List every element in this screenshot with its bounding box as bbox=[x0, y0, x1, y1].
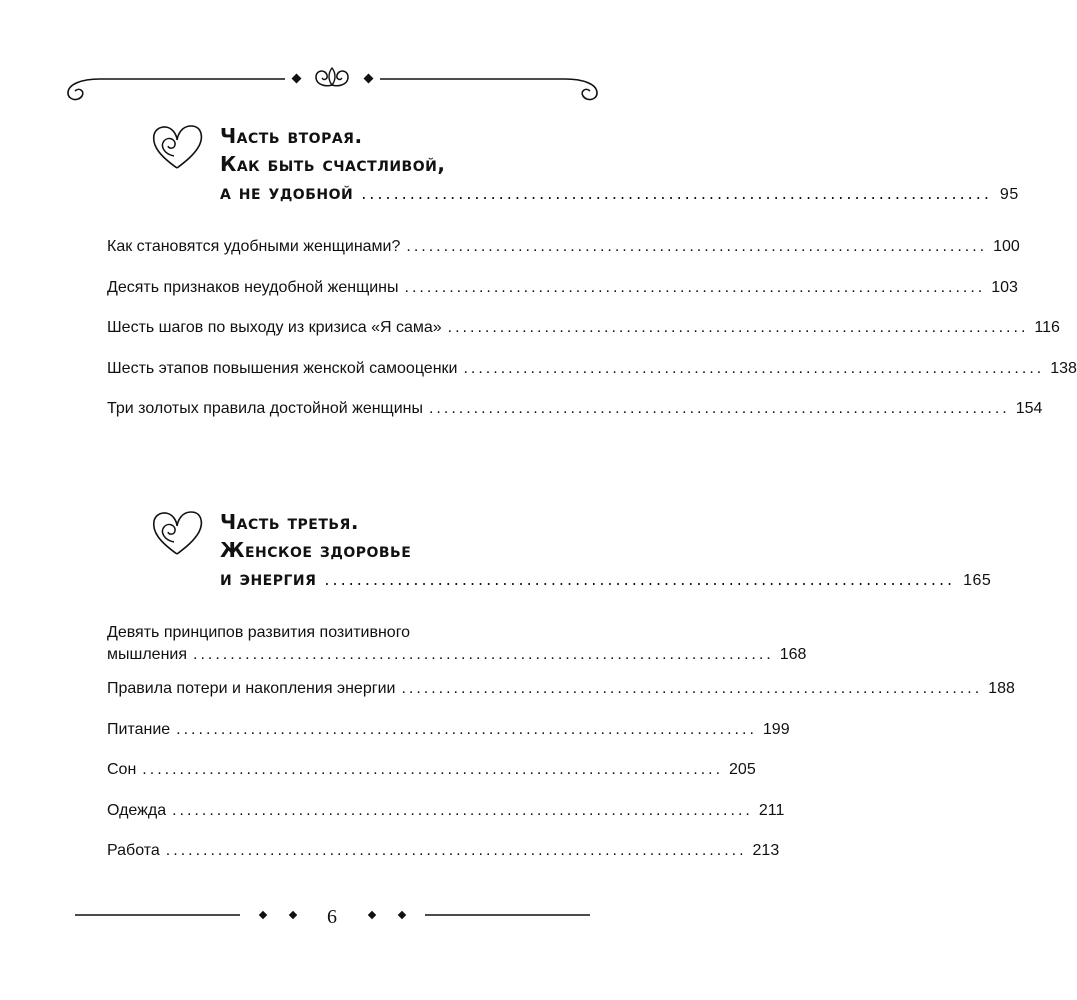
part-title-line: Как быть счастливой, bbox=[220, 152, 446, 176]
leader-dots: .............................................................................. bbox=[428, 400, 1010, 417]
page-ref: 213 bbox=[752, 842, 780, 859]
toc-entry[interactable] bbox=[107, 622, 807, 680]
toc-entry[interactable] bbox=[107, 319, 1060, 360]
part-title-line: Женское здоровье bbox=[220, 538, 412, 562]
toc-entry[interactable] bbox=[107, 359, 1077, 401]
leader-dots: .............................................................................. bbox=[193, 646, 774, 663]
part-heading bbox=[150, 508, 992, 598]
toc-entry-title: Десять признаков неудобной женщины bbox=[107, 278, 399, 296]
heart-swirl-icon bbox=[150, 508, 204, 556]
toc-entry-title: Сон bbox=[107, 761, 137, 778]
page-ref: 95 bbox=[999, 186, 1019, 203]
part-title bbox=[220, 122, 1019, 209]
leader-dots: .............................................................................. bbox=[142, 761, 724, 778]
toc-entry-title: Питание bbox=[107, 720, 171, 738]
page-ref: 188 bbox=[988, 680, 1015, 697]
toc-entry[interactable] bbox=[107, 238, 1020, 279]
toc-entry-title: Три золотых правила достойной женщины bbox=[107, 400, 423, 417]
leader-dots: .............................................................................. bbox=[447, 319, 1029, 336]
page-ref: 199 bbox=[762, 720, 790, 738]
leader-dots: .............................................................................. bbox=[463, 359, 1045, 377]
toc-entry[interactable] bbox=[107, 761, 756, 802]
leader-dots: .............................................................................. bbox=[406, 238, 988, 255]
part-title-line: Часть вторая. bbox=[220, 124, 363, 148]
page-number: 6 bbox=[327, 906, 337, 928]
toc-entry[interactable] bbox=[107, 680, 1015, 721]
toc-entry-title: Шесть шагов по выходу из кризиса «Я сама» bbox=[107, 319, 442, 336]
part-heading bbox=[150, 122, 1019, 212]
leader-dots: .............................................................................. bbox=[172, 801, 753, 819]
page-ref: 154 bbox=[1015, 400, 1043, 417]
page-ref: 211 bbox=[758, 801, 785, 819]
leader-dots: .............................................................................. bbox=[165, 842, 747, 859]
leader-dots: .............................................................................. bbox=[404, 278, 986, 296]
part-title bbox=[220, 508, 992, 595]
scroll-ornament-icon bbox=[60, 60, 605, 102]
diamond-rule-icon bbox=[70, 900, 595, 930]
toc-entry[interactable] bbox=[107, 842, 780, 883]
toc-entry[interactable] bbox=[107, 278, 1018, 320]
toc-entry-title: Правила потери и накопления энергии bbox=[107, 680, 396, 697]
part-title-line: и энергия bbox=[220, 566, 317, 590]
toc-entry-title: мышления bbox=[107, 646, 188, 663]
leader-dots: .............................................................................. bbox=[176, 720, 757, 738]
part-title-line: Часть третья. bbox=[220, 510, 359, 534]
toc-entry-title: Работа bbox=[107, 842, 160, 859]
leader-dots: .............................................................................. bbox=[401, 680, 983, 697]
toc-list bbox=[107, 238, 1077, 441]
heart-swirl-icon bbox=[150, 122, 204, 170]
toc-entry-title: Шесть этапов повышения женской самооценки bbox=[107, 359, 458, 377]
toc-list bbox=[107, 622, 1015, 883]
page-ref: 100 bbox=[993, 238, 1020, 255]
page-ref: 116 bbox=[1034, 319, 1060, 336]
part-title-line: а не удобной bbox=[220, 180, 354, 204]
toc-entry[interactable] bbox=[107, 720, 790, 762]
toc-entry-title: Одежда bbox=[107, 801, 167, 819]
leader-dots: .............................................................................. bbox=[324, 570, 956, 589]
toc-entry[interactable] bbox=[107, 801, 785, 843]
page-ref: 205 bbox=[729, 761, 756, 778]
page-ref: 138 bbox=[1050, 359, 1077, 377]
toc-entry[interactable] bbox=[107, 400, 1043, 441]
page-ref: 103 bbox=[991, 278, 1018, 296]
toc-entry-title: Девять принципов развития позитивного bbox=[107, 624, 411, 641]
page-ref: 165 bbox=[963, 572, 992, 589]
page-ref: 168 bbox=[779, 646, 807, 663]
leader-dots: .............................................................................. bbox=[361, 184, 992, 203]
toc-entry-title: Как становятся удобными женщинами? bbox=[107, 238, 401, 255]
